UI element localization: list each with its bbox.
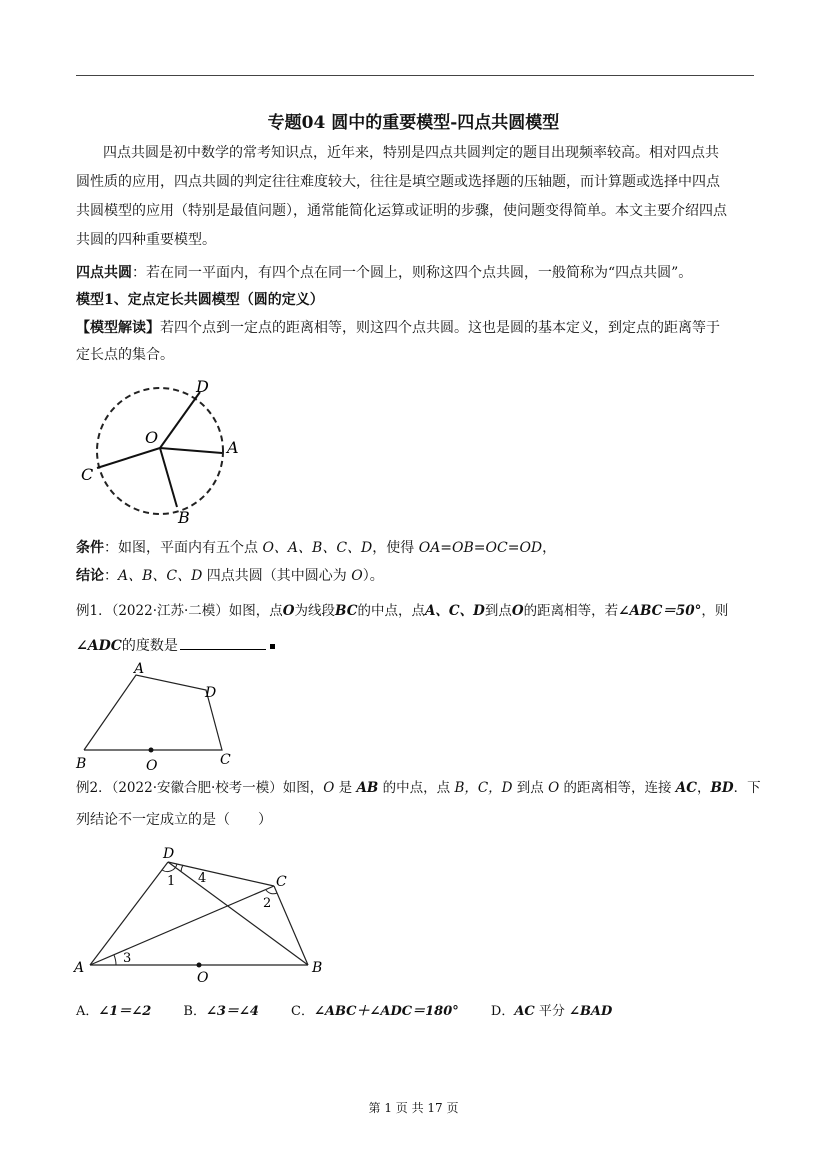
example1-t5: ，则: [701, 603, 729, 619]
angle-arc-3: [114, 955, 116, 965]
conclusion-center: O: [351, 568, 363, 584]
label-O: O: [146, 758, 158, 774]
option-A[interactable]: [76, 1004, 151, 1019]
conclusion-end: ）。: [362, 568, 384, 584]
example2-t5: ，: [697, 780, 711, 796]
point-O: [149, 748, 154, 753]
example1-t4: 的距离相等，若: [523, 603, 619, 619]
condition-pre: ：如图，平面内有五个点: [104, 540, 263, 556]
example2-pre: 例2．（2022·安徽合肥·校考一模）如图，: [76, 780, 324, 796]
option-B[interactable]: [183, 1004, 258, 1019]
example1-O2: O: [511, 603, 524, 619]
example1-t1: 为线段: [294, 603, 336, 619]
definition-term: 四点共圆: [76, 265, 132, 281]
label-B: B: [178, 508, 190, 527]
option-A-label: A．: [76, 1004, 99, 1019]
condition-label: 条件: [76, 540, 104, 556]
option-C[interactable]: [291, 1004, 459, 1019]
label-D: D: [196, 377, 209, 396]
label-A: A: [134, 661, 145, 677]
label-C: C: [81, 465, 94, 484]
condition-mid: ，使得: [372, 540, 419, 556]
option-D-label: D．: [490, 1004, 515, 1019]
figure-example1: [72, 660, 242, 780]
conclusion-points: A、B、C、D: [118, 568, 203, 584]
conclusion: [76, 566, 384, 586]
label-B: B: [312, 960, 323, 976]
quadrilateral-ABCD: [84, 675, 222, 750]
example1-points: A、C、D: [424, 603, 485, 619]
example2-t4: 的距离相等，连接: [559, 780, 676, 796]
definition-text: ：若在同一平面内，有四个点在同一个圆上，则称这四个点共圆，一般简称为“四点共圆”。: [132, 265, 693, 281]
header-rule: [76, 75, 754, 76]
conclusion-pre: ：: [104, 568, 118, 584]
intro-line-4: 共圆的四种重要模型。: [76, 232, 216, 248]
conclusion-label: 结论: [76, 568, 104, 584]
label-A: A: [74, 960, 85, 976]
answer-blank[interactable]: [180, 635, 266, 650]
answer-options: [76, 1000, 640, 1019]
example1-angle: ∠ABC＝50°: [618, 603, 702, 619]
label-angle-2: 2: [263, 896, 272, 911]
example2-t6: ．下: [733, 780, 761, 796]
condition-equation: OA=OB=OC=OD: [418, 540, 543, 556]
point-O: [197, 963, 202, 968]
label-angle-4: 4: [198, 871, 207, 886]
model1-text-1: 若四个点到一定点的距离相等，则这四个点共圆。这也是圆的基本定义，到定点的距离等于: [160, 320, 720, 336]
example2-line-2: 列结论不一定成立的是（ ）: [76, 812, 272, 828]
segment-OB: [160, 448, 177, 507]
option-A-text: ∠1＝∠2: [98, 1004, 152, 1019]
example2-line-1: [76, 778, 761, 798]
label-D: D: [163, 846, 175, 862]
intro-line-2: 圆性质的应用，四点共圆的判定往往难度较大，往往是填空题或选择题的压轴题，而计算题或选择中四点: [76, 174, 720, 190]
model1-label: 【模型解读】: [76, 320, 160, 336]
condition-end: ，: [542, 540, 557, 556]
label-O: O: [197, 970, 209, 985]
label-C: C: [220, 752, 231, 768]
example2-t1: 是: [334, 780, 357, 796]
segment-OA: [160, 448, 222, 453]
example2-t2: 的中点，点: [378, 780, 455, 796]
example1-ask: ∠ADC: [76, 638, 122, 654]
option-C-text: ∠ABC＋∠ADC＝180°: [313, 1004, 459, 1019]
label-angle-3: 3: [123, 951, 132, 966]
page-footer: 第 1 页 共 17 页: [368, 1101, 459, 1115]
intro-line-3: 共圆模型的应用（特别是最值问题），通常能简化运算或证明的步骤，使问题变得简单。本文主要介绍四点: [76, 203, 727, 219]
page-title: 专题04 圆中的重要模型-四点共圆模型: [267, 113, 560, 133]
intro-line-1: 四点共圆是初中数学的常考知识点，近年来，特别是四点共圆判定的题目出现频率较高。相对四点共: [103, 145, 719, 161]
model1-explain-line-1: [76, 318, 720, 338]
model1-heading: 模型1、定点定长共圆模型（圆的定义）: [76, 292, 324, 308]
example1-pre: 例1．（2022·江苏·二模）如图，点: [76, 603, 283, 619]
label-A: A: [227, 438, 239, 457]
example2-AB: AB: [356, 780, 379, 796]
model1-explain-line-2: 定长点的集合。: [76, 347, 174, 363]
example1-O: O: [282, 603, 295, 619]
example1-t3: 到点: [484, 603, 512, 619]
example1-line-1: [76, 601, 728, 621]
figure-example2: [70, 840, 340, 985]
segment-OC: [97, 448, 160, 468]
label-B: B: [76, 756, 87, 772]
angle-arc-4: [181, 865, 183, 872]
example2-O: O: [323, 780, 335, 796]
option-B-label: B．: [183, 1004, 206, 1019]
example2-points: B，C，D: [454, 780, 513, 796]
label-O: O: [145, 428, 159, 447]
example1-line-2: [76, 635, 275, 656]
condition-points: O、A、B、C、D: [262, 540, 373, 556]
label-C: C: [276, 874, 287, 890]
bullet-square: [270, 644, 275, 649]
conclusion-mid: 四点共圆（其中圆心为: [202, 568, 352, 584]
option-D-mid: 平分: [534, 1004, 570, 1019]
label-D: D: [205, 685, 217, 701]
label-angle-1: 1: [167, 874, 176, 889]
example2-t3: 到点: [512, 780, 549, 796]
segment-AC: [90, 886, 274, 965]
condition: [76, 538, 556, 558]
option-B-text: ∠3＝∠4: [205, 1004, 259, 1019]
figure-circle-model: [76, 372, 246, 532]
option-D[interactable]: [491, 1004, 612, 1019]
example1-t6: 的度数是: [121, 638, 178, 654]
option-D-post: ∠BAD: [569, 1004, 613, 1019]
segment-AD: [90, 862, 168, 965]
example2-O2: O: [548, 780, 560, 796]
segment-OD: [160, 392, 200, 448]
option-C-label: C．: [291, 1004, 314, 1019]
definition: [76, 263, 692, 283]
example1-BC: BC: [335, 603, 358, 619]
example1-t2: 的中点，点: [357, 603, 425, 619]
example2-AC: AC: [675, 780, 698, 796]
option-D-pre: AC: [514, 1004, 535, 1019]
example2-BD: BD: [710, 780, 734, 796]
